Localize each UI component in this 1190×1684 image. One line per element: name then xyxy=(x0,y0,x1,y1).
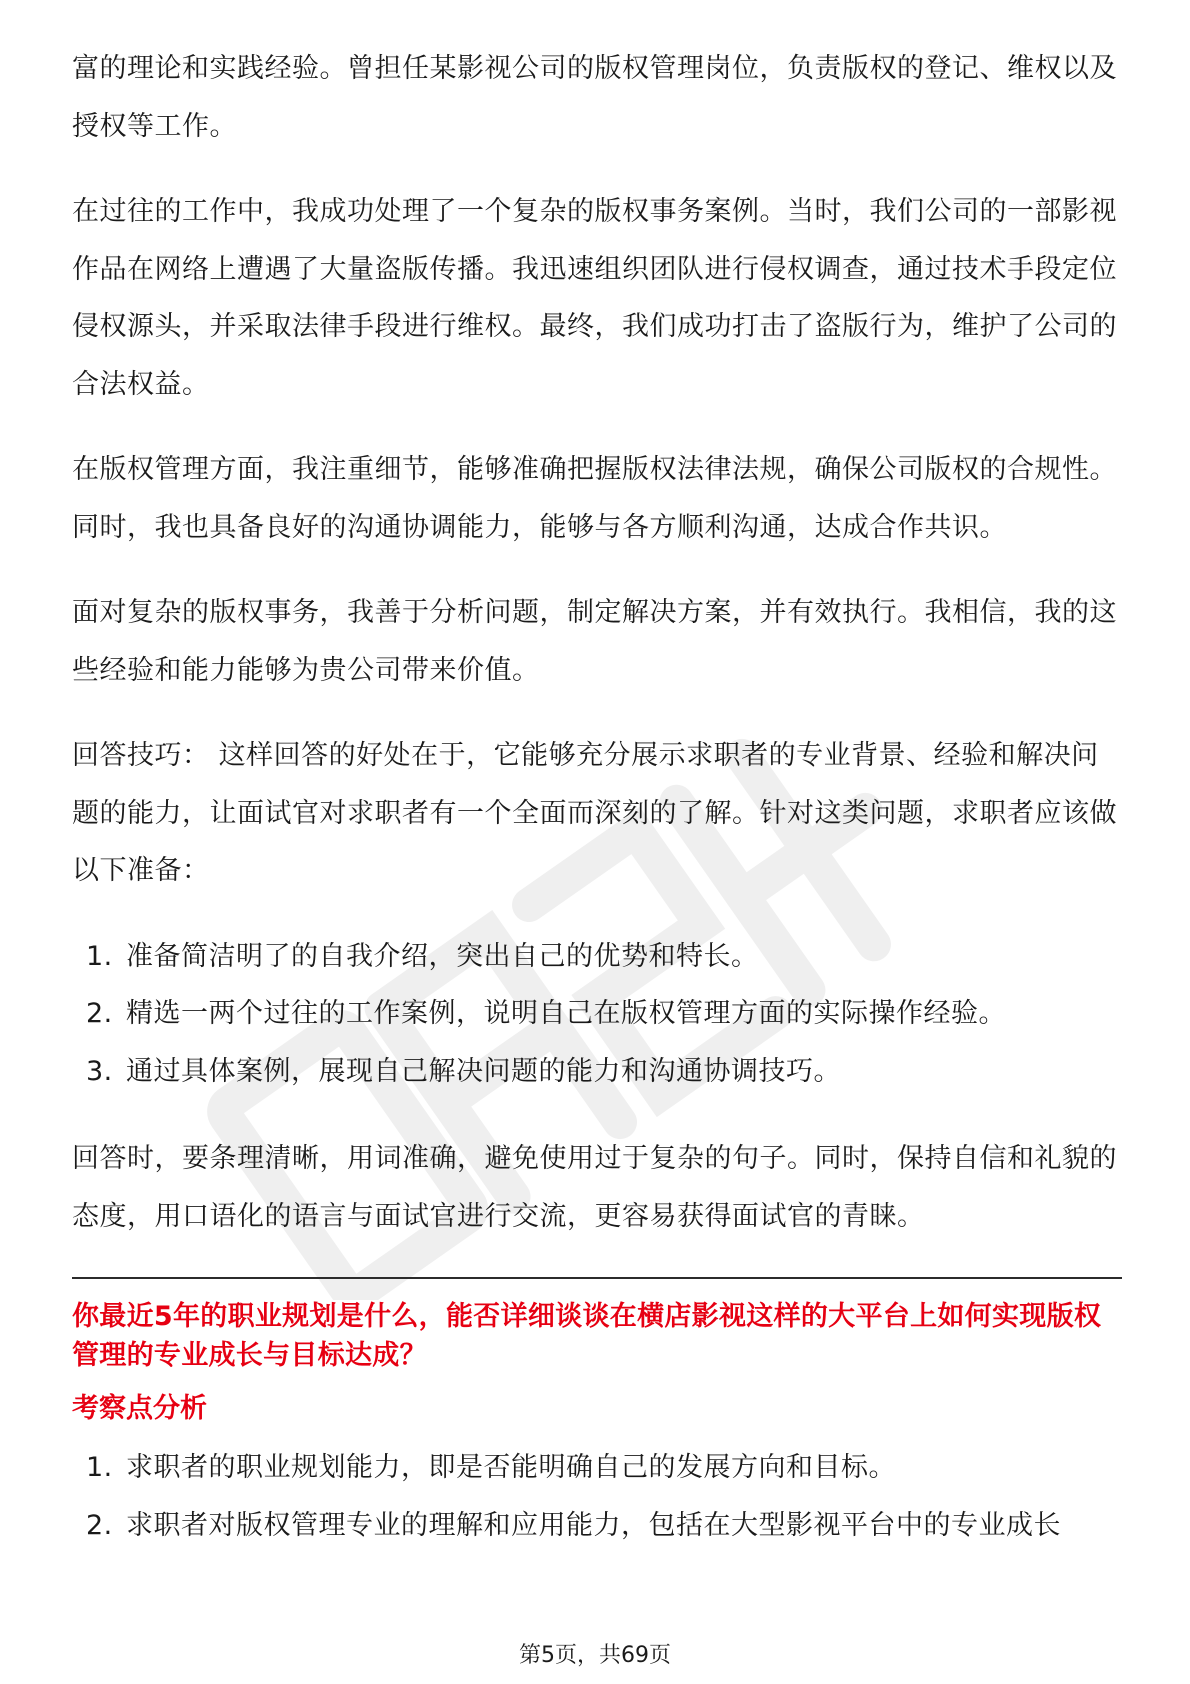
analysis-heading: 考察点分析 xyxy=(72,1393,207,1424)
page-number: 第5页，共69页 xyxy=(519,1643,671,1668)
section-divider xyxy=(72,1277,1122,1279)
list-item xyxy=(72,928,1122,986)
page-content xyxy=(72,40,1122,1584)
list-number: 2. xyxy=(86,1509,113,1541)
list-text: 通过具体案例，展现自己解决问题的能力和沟通协调技巧。 xyxy=(126,1055,841,1087)
list-item xyxy=(72,1439,1122,1497)
list-text: 准备简洁明了的自我介绍，突出自己的优势和特长。 xyxy=(126,940,759,972)
list-item xyxy=(72,985,1122,1043)
paragraph-case-study: 在过往的工作中，我成功处理了一个复杂的版权事务案例。当时，我们公司的一部影视作品在网络上遭遇了大量盗版传播。我迅速组织团队进行侵权调查，通过技术手段定位侵权源头，并采取法律手段进行维权。最终，我们成功打击了盗版行为，维护了公司的合法权益。 xyxy=(72,196,1117,400)
paragraph-answer-tips: 回答技巧： 这样回答的好处在于，它能够充分展示求职者的专业背景、经验和解决问题的能力，让面试官对求职者有一个全面而深刻的了解。针对这类问题，求职者应该做以下准备： xyxy=(72,740,1117,886)
list-item xyxy=(72,1043,1122,1101)
analysis-list xyxy=(72,1439,1122,1554)
paragraph-copyright-management: 在版权管理方面，我注重细节，能够准确把握版权法律法规，确保公司版权的合规性。同时，我也具备良好的沟通协调能力，能够与各方顺利沟通，达成合作共识。 xyxy=(72,454,1117,543)
list-number: 1. xyxy=(86,940,113,972)
paragraph-closing: 回答时，要条理清晰，用词准确，避免使用过于复杂的句子。同时，保持自信和礼貌的态度，用口语化的语言与面试官进行交流，更容易获得面试官的青睐。 xyxy=(72,1143,1117,1232)
list-text: 求职者的职业规划能力，即是否能明确自己的发展方向和目标。 xyxy=(126,1452,896,1483)
list-number: 2. xyxy=(86,998,113,1029)
list-number: 3. xyxy=(86,1055,113,1087)
tips-list xyxy=(72,928,1122,1101)
list-number: 1. xyxy=(86,1452,113,1483)
list-text: 精选一两个过往的工作案例，说明自己在版权管理方面的实际操作经验。 xyxy=(126,998,1006,1029)
question-heading: 你最近5年的职业规划是什么，能否详细谈谈在横店影视这样的大平台上如何实现版权管理的专业成长与目标达成？ xyxy=(72,1301,1102,1371)
paragraph-problem-solving: 面对复杂的版权事务，我善于分析问题，制定解决方案，并有效执行。我相信，我的这些经验和能力能够为贵公司带来价值。 xyxy=(72,597,1117,686)
list-text: 求职者对版权管理专业的理解和应用能力，包括在大型影视平台中的专业成长 xyxy=(126,1509,1061,1541)
paragraph-experience-intro: 富的理论和实践经验。曾担任某影视公司的版权管理岗位，负责版权的登记、维权以及授权等工作。 xyxy=(72,53,1117,142)
list-item xyxy=(72,1497,1122,1555)
